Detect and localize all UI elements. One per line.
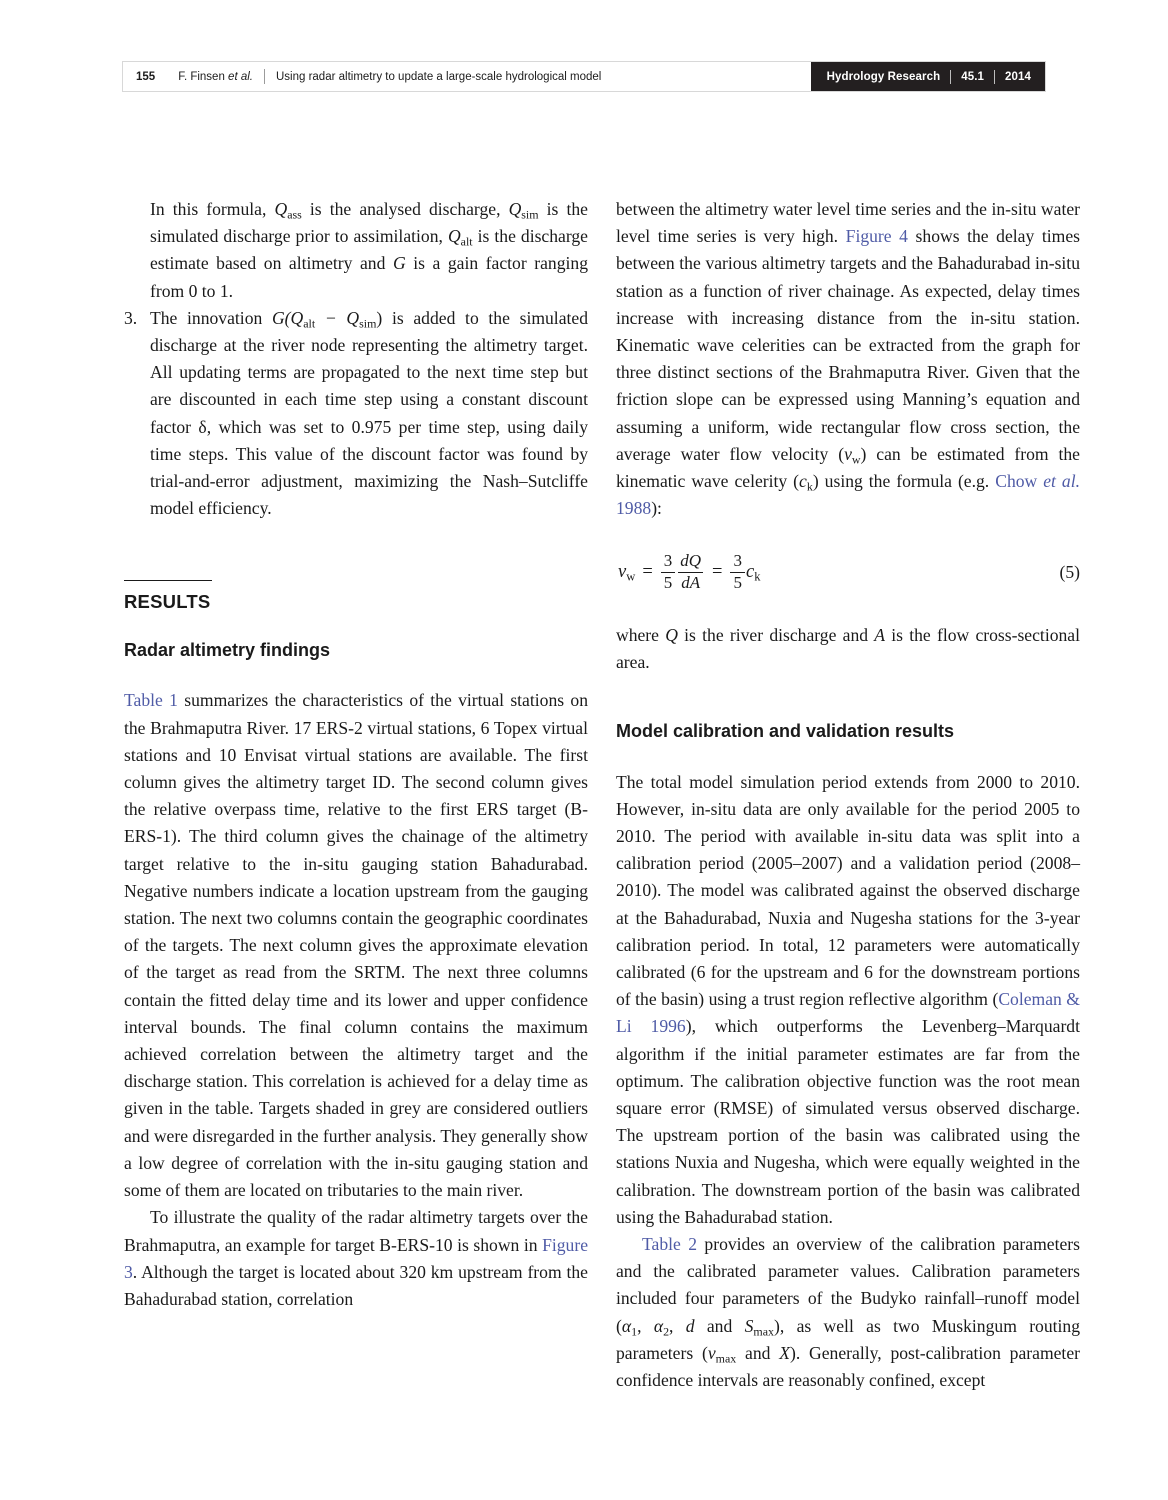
paragraph-table2 [616, 1231, 1080, 1394]
text-frag: ) can be estimated from the kinematic wave celerity ( [616, 443, 1080, 492]
fraction-numerator: 3 [663, 551, 673, 571]
eq-lhs-sub: w [626, 569, 636, 584]
text-frag: is the discharge estimate based on altimetry and [150, 226, 588, 274]
paragraph-total-model [616, 769, 1080, 1231]
list-item-3-text [150, 305, 588, 523]
math-q-alt [447, 226, 473, 249]
text-frag: summarizes the characteristics of the virtual stations on the Brahmaputra River. 17 ERS-2 virtual stations, 6 Topex virtual stations and 10 Envisat virtual stations are available. The first column gives the altimetry target ID. The second column gives the relative overpass time, relative to the first ERS target (B-ERS-1). The third column gives the chainage of the altimetry target relative to the in-situ gauging station Bahadurabad. Negative numbers indicate a location upstream from the gauging station. The next two columns contain the geographic coordinates of the targets. The next column gives the approximate elevation of the target as read from the SRTM. The next three columns contain the fitted delay time and its lower and upper confidence interval bounds. The final column contains the maximum achieved correlation between the altimetry target and the discharge station. This correlation is achieved for a delay time as given in the table. Targets shaded in grey are considered outliers and were disregarded in the further analysis. They generally show a low degree of correlation with the in-situ gauging station and some of them are located on tributaries to the main river. [124, 690, 588, 1201]
link-table-1[interactable]: Table 1 [124, 690, 178, 711]
spacer [616, 677, 1080, 721]
citation-etal: et al. [1043, 471, 1080, 492]
alpha-subscript: 2 [663, 1323, 670, 1338]
text-frag: and [736, 1342, 780, 1363]
fraction-numerator: dQ [680, 551, 702, 571]
q-symbol: Q [447, 226, 461, 247]
authors-etal: et al. [228, 70, 253, 83]
running-head-left [123, 62, 811, 91]
eq-lhs [618, 562, 635, 583]
text-frag: ), as well as two Muskingum routing parameters ( [616, 1315, 1081, 1363]
left-column [124, 196, 588, 1313]
spacer [124, 522, 588, 580]
journal-name: Hydrology Research [826, 70, 941, 83]
eq-rhs [746, 562, 761, 583]
text-frag: ). Generally, post-calibration parameter confidence intervals are reasonably confined, except [616, 1342, 1080, 1391]
x-symbol: X [779, 1342, 790, 1363]
section-rule [124, 580, 212, 581]
equation-5-row [616, 552, 1080, 592]
text-frag: where [616, 625, 666, 646]
authors-text: F. Finsen [178, 70, 229, 83]
paragraph-where-q [616, 622, 1080, 676]
heading-results: RESULTS [124, 591, 211, 613]
math-frag: G(Q [271, 307, 304, 328]
fraction-denominator: 5 [661, 572, 676, 592]
math-sub: sim [359, 316, 377, 331]
link-figure-3[interactable]: Figure 3 [124, 1234, 588, 1282]
math-ck [799, 471, 813, 494]
eq-rhs-var: c [745, 561, 755, 582]
math-alpha2 [654, 1316, 669, 1336]
citation-year: 1988 [616, 498, 652, 519]
alpha-symbol: α [621, 1315, 632, 1336]
s-subscript: max [753, 1323, 774, 1338]
badge-divider-1 [950, 70, 951, 84]
eq-lhs-var: v [618, 561, 627, 582]
header-divider [264, 69, 265, 84]
paragraph-table1 [124, 687, 588, 1204]
q-subscript: sim [521, 207, 539, 222]
paragraph-illustrate [124, 1204, 588, 1313]
fraction-denominator: 5 [730, 572, 745, 592]
link-coleman-li-1996[interactable]: Coleman & Li 1996 [616, 989, 1080, 1037]
spacer [616, 592, 1080, 622]
math-frag: ) [376, 307, 383, 328]
heading-model-calibration: Model calibration and validation results [616, 720, 955, 741]
math-innovation [271, 307, 383, 331]
q-symbol: Q [508, 199, 522, 219]
eq-rhs-sub: k [754, 569, 761, 584]
fraction-denominator: dA [678, 572, 703, 592]
paragraph-in-this-formula [124, 196, 588, 305]
v-subscript: max [715, 1351, 737, 1366]
text-frag: , [637, 1315, 654, 1336]
math-vw [844, 443, 861, 467]
paragraph-between-altimetry [616, 196, 1080, 522]
q-subscript: alt [460, 234, 473, 249]
g-symbol: G [392, 253, 406, 274]
spacer [616, 522, 1080, 552]
v-subscript: w [851, 452, 861, 467]
fraction-3-5-second [730, 552, 745, 592]
running-head [122, 61, 1046, 92]
spacer [124, 613, 588, 640]
text-frag: The total model simulation period extends from 2000 to 2010. However, in-situ data are only available for the period 2005 to 2010. The period with available in-situ data was split into a calibration period (2005–2007) and a validation period (2008–2010). The model was calibrated against the observed discharge at the Bahadurabad, Nuxia and Nugesha stations for the 3-year calibration period. In total, 12 parameters were automatically calibrated (6 for the upstream and 6 for the downstream portions of the basin) using a trust region reflective algorithm ( [616, 771, 1080, 1010]
running-head-article-title: Using radar altimetry to update a large-scale hydrological model [275, 70, 602, 83]
math-q-ass [274, 199, 302, 222]
text-frag: . Although the target is located about 320 km upstream from the Bahadurabad station, correlation [124, 1261, 588, 1309]
math-q-sim [508, 199, 539, 222]
v-symbol: v [844, 443, 852, 464]
text-frag: is the flow cross-sectional area. [616, 625, 1080, 673]
link-table-2[interactable]: Table 2 [642, 1234, 698, 1255]
link-figure-4[interactable]: Figure 4 [845, 226, 908, 247]
text-frag: ), which outperforms the Levenberg–Marquardt algorithm if the initial parameter estimates are far from the optimum. The calibration objective function was the root mean square error (RMSE) of simulated versus observed discharge. The upstream portion of the basin was calibrated using the stations Nuxia and Nugesha, which were equally weighted in the calibration. The downstream portion of the basin was calibrated using the Bahadurabad station. [616, 1016, 1080, 1227]
badge-divider-2 [994, 70, 995, 84]
journal-volume: 45.1 [961, 70, 985, 83]
fraction-dq-da [677, 552, 704, 592]
alpha-subscript: 1 [631, 1323, 638, 1338]
text-frag: , [669, 1315, 686, 1336]
equation-5 [616, 552, 760, 592]
fraction-3-5-first [661, 552, 676, 592]
eq-equals-1: = [642, 561, 653, 582]
fraction-numerator: 3 [733, 551, 742, 571]
text-frag: In this formula, [150, 199, 275, 219]
a-symbol: A [874, 625, 886, 646]
math-frag: − Q [315, 307, 360, 328]
text-frag: and [694, 1315, 745, 1336]
list-item-3 [124, 305, 588, 523]
q-symbol: Q [665, 625, 678, 646]
list-item-number: 3. [124, 307, 138, 328]
alpha-symbol: α [653, 1315, 664, 1336]
citation-author: Chow [995, 471, 1044, 492]
q-symbol: Q [274, 199, 288, 219]
text-frag: between the altimetry water level time series and the in-situ water level time series is very high. [616, 199, 1080, 247]
q-subscript: ass [287, 207, 302, 222]
math-vmax [707, 1342, 737, 1366]
equation-number: (5) [1059, 561, 1080, 582]
text-frag: is the analysed discharge, [301, 199, 509, 219]
text-frag: shows the delay times between the various altimetry targets and the Bahadurabad in-situ station as a function of river chainage. As expected, delay times increase with increasing distance from the in-situ station. Kinematic wave celerities can be extracted from the graph for three distinct sections of the Brahmaputra River. Given that the friction slope can be expressed using Manning’s equation and assuming a uniform, wide rectangular flow cross section, the average water flow velocity ( [616, 226, 1080, 464]
v-symbol: v [707, 1342, 716, 1363]
spacer [616, 742, 1080, 769]
text-frag: is a gain factor ranging from 0 to 1. [150, 253, 588, 301]
s-symbol: S [744, 1315, 754, 1336]
text-frag: ): [651, 498, 662, 519]
running-head-journal-badge [811, 62, 1045, 91]
eq-equals-2: = [712, 561, 723, 582]
journal-year: 2014 [1005, 70, 1031, 83]
heading-radar-altimetry-findings: Radar altimetry findings [124, 640, 331, 661]
math-alpha1 [622, 1316, 637, 1336]
math-sub: alt [303, 316, 316, 331]
spacer [124, 661, 588, 687]
c-symbol: c [799, 471, 807, 492]
d-symbol: d [685, 1315, 695, 1336]
c-subscript: k [806, 479, 813, 494]
text-frag: To illustrate the quality of the radar altimetry targets over the Brahmaputra, an example for target B-ERS-10 is shown in [124, 1207, 588, 1255]
text-frag: is the river discharge and [677, 625, 875, 646]
text-frag: is added to the simulated discharge at the river node representing the altimetry target. All updating terms are propagated to the next time step but are discounted in each time step using a constant discount factor δ, which was set to 0.975 per time step, using daily time steps. This value of the discount factor was found by trial-and-error adjustment, maximizing the Nash–Sutcliffe model efficiency. [150, 307, 589, 519]
page-number: 155 [136, 70, 156, 83]
text-frag: The innovation [150, 307, 272, 328]
text-frag: is the simulated discharge prior to assimilation, [150, 199, 588, 247]
right-column [616, 196, 1080, 1394]
running-head-authors [178, 71, 253, 83]
text-frag: provides an overview of the calibration parameters and the calibrated parameter values. Calibration parameters included four parameters of the Budyko rainfall–runoff model ( [616, 1234, 1080, 1336]
text-frag: ) using the formula (e.g. [812, 471, 996, 492]
math-smax [745, 1316, 774, 1336]
